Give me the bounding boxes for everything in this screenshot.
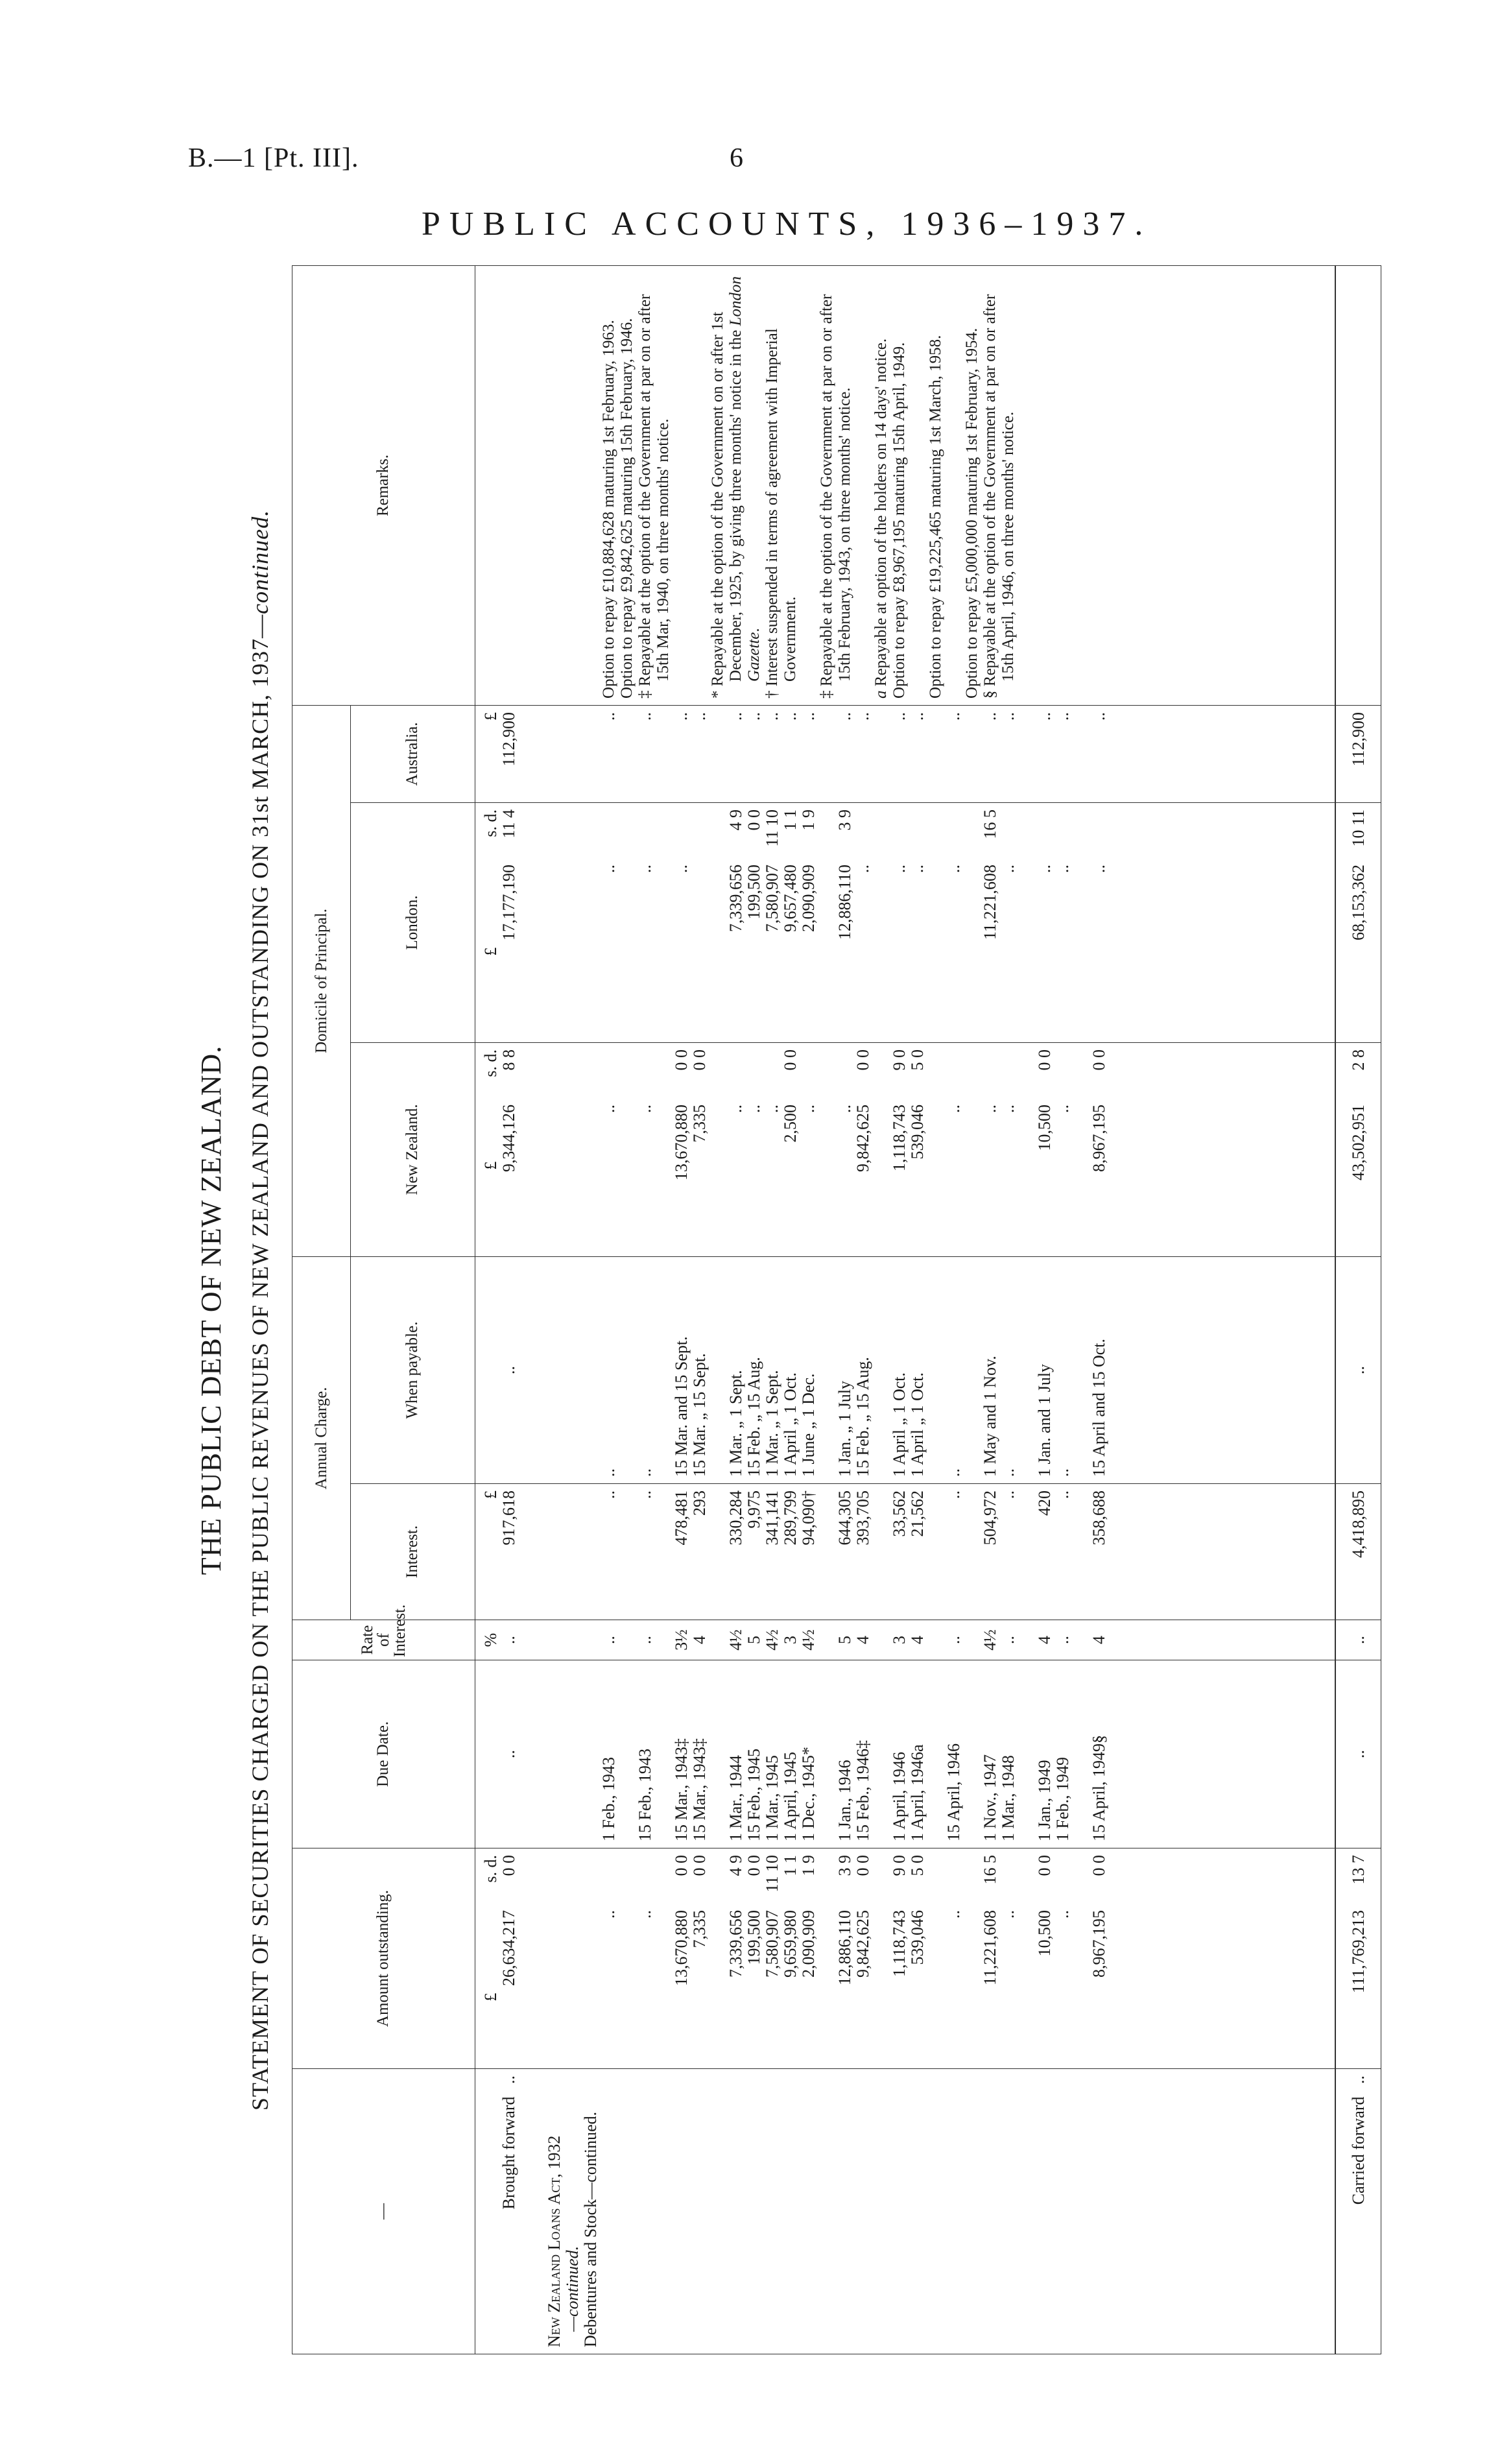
total-rate: .. [1335,1620,1381,1660]
australia-value: .. [944,712,963,721]
total-interest: 4,418,895 [1335,1484,1381,1620]
page-reference: B.—1 [Pt. III]. [188,143,359,173]
amount-value: 539,046 5 0 [907,1855,927,1965]
remark-option-1958: Option to repay £19,225,465 maturing 1st March, 1958. [926,335,944,699]
london-value: 12,886,110 3 9 [835,809,854,940]
when-value: 1 Jan. „ 1 July [835,1380,854,1477]
amount-value: 11,221,608 16 5 [980,1855,999,1986]
interest-value: .. [635,1490,654,1499]
when-value: 1 May and 1 Nov. [980,1356,999,1477]
nz-value: 2,500 0 0 [780,1049,800,1143]
when-value: .. [599,1468,618,1477]
due-value: 1 Nov., 1947 [980,1754,999,1841]
due-value: 15 April, 1946 [944,1743,963,1841]
rate-value: 4 [853,1636,872,1644]
statement-title-text: STATEMENT OF SECURITIES CHARGED ON THE PUBLIC REVENUES OF NEW ZEALAND AND OUTSTANDING ON 31st MARCH, 1937— [247,614,273,2111]
due-value: 15 Feb., 1945 [744,1749,763,1841]
when-value: 1 April „ 1 Oct. [907,1372,927,1477]
interest-value: 9,975 [744,1490,763,1529]
interest-value: 358,688 [1089,1490,1108,1546]
london-value: 9,657,480 1 1 [780,809,800,932]
amount-value: 2,090,909 1 9 [798,1855,818,1978]
amount-value: 10,500 0 0 [1034,1855,1054,1957]
nz-brought-forward: 9,344,126 8 8 [499,1049,518,1172]
when-value: .. [998,1468,1018,1477]
total-when: .. [1335,1257,1381,1484]
rate-value: .. [599,1636,618,1644]
remarks-col [475,265,1335,705]
remark-option-1949: Option to repay £8,967,195 maturing 15th April, 1949. [890,342,908,699]
due-value: 15 Mar., 1943‡ [671,1738,691,1841]
total-amount: 111,769,213 13 7 [1335,1848,1381,2069]
due-value: 1 Jan., 1949 [1034,1760,1054,1841]
amount-value: 7,339,656 4 9 [726,1855,745,1978]
london-col [475,803,1335,1043]
australia-col [475,705,1335,802]
due-value: 1 Feb., 1943 [599,1757,618,1841]
due-value: 1 Dec., 1945* [798,1747,818,1841]
total-remarks [1335,265,1381,705]
remark-holders-option: a Repayable at option of the holders on 14 days' notice. [872,338,890,699]
act-name: New Zealand Loans Act, 1932 [544,2135,564,2347]
amount-unit: £s. d. [481,1855,500,2002]
total-due: .. [1335,1660,1381,1848]
col-header-description: — [292,2069,475,2354]
nz-unit: £s. d. [481,1049,500,1170]
statement-title-continued: continued. [247,509,273,614]
australia-value: .. [798,712,818,721]
interest-value: .. [1053,1490,1072,1499]
london-unit: £s. d. [481,809,500,956]
due-brought-forward: .. [499,1750,518,1758]
australia-rows [600,712,1108,796]
nz-rows [600,1049,1108,1250]
col-header-rate: Rate of Interest. [292,1620,475,1660]
amount-value: 9,842,625 0 0 [853,1855,872,1978]
amount-value: .. [635,1910,654,1919]
nz-value: 539,046 5 0 [907,1049,927,1160]
due-value: 1 Feb., 1949 [1053,1757,1072,1841]
amount-rows [600,1855,1108,2062]
document-title: THE PUBLIC DEBT OF NEW ZEALAND. [195,1045,227,1575]
australia-value: .. [744,712,763,721]
london-value: 7,339,656 4 9 [726,809,745,932]
col-header-when-payable: When payable. [351,1257,475,1484]
london-value: .. [599,865,618,873]
when-value: 1 April „ 1 Oct. [780,1372,800,1477]
nz-value: .. [944,1105,963,1113]
london-value: .. [1053,865,1072,873]
col-header-new-zealand: New Zealand. [351,1043,475,1257]
carried-forward-label: Carried forward .. [1335,2069,1381,2354]
australia-value: .. [853,712,872,721]
when-value: .. [944,1468,963,1477]
rate-value: 4 [1034,1636,1054,1644]
london-value: .. [671,865,691,873]
interest-value: 341,141 [762,1490,781,1546]
rate-value: 5 [835,1636,854,1644]
interest-value: .. [599,1490,618,1499]
interest-value: 504,972 [980,1490,999,1546]
desc-col [475,2069,1335,2354]
remark-option-1946: Option to repay £9,842,625 maturing 15th February, 1946. [617,318,636,699]
col-header-due-date: Due Date. [292,1660,475,1848]
rate-value: 4 [907,1636,927,1644]
london-value: .. [635,865,654,873]
due-value: 1 Mar., 1945 [762,1755,781,1841]
col-header-annual-charge: Annual Charge. [292,1257,351,1620]
interest-value: 293 [689,1490,709,1516]
amount-value: 12,886,110 3 9 [835,1855,854,1986]
rate-value: .. [998,1636,1018,1644]
interest-value: 21,562 [907,1490,927,1537]
australia-value: .. [635,712,654,721]
remark-repayable-1943: ‡ Repayable at the option of the Government at par on or after 15th February, 1943, on three months' notice. [817,294,853,699]
australia-value: .. [980,712,999,721]
london-value: 11,221,608 16 5 [980,809,999,940]
interest-value: 644,305 [835,1490,854,1546]
interest-col [475,1484,1335,1620]
when-value: .. [1053,1468,1072,1477]
rate-value: 4½ [762,1629,781,1651]
nz-value: 8,967,195 0 0 [1089,1049,1108,1172]
london-value: .. [944,865,963,873]
australia-value: .. [599,712,618,721]
due-value: 15 Feb., 1946‡ [853,1740,872,1841]
london-rows [600,809,1108,1036]
amount-value: 7,335 0 0 [689,1855,709,1948]
total-australia: 112,900 [1335,705,1381,802]
interest-value: 289,799 [780,1490,800,1546]
debentures-label: Debentures and Stock—continued. [580,2111,600,2347]
col-header-london: London. [351,803,475,1043]
nz-value: 7,335 0 0 [689,1049,709,1143]
rate-value: 4½ [726,1629,745,1651]
remark-option-1954: Option to repay £5,000,000 maturing 1st February, 1954. [962,328,981,699]
interest-value: 94,090† [798,1490,818,1546]
col-header-amount: Amount outstanding. [292,1848,475,2069]
rate-col [475,1620,1335,1660]
australia-brought-forward: 112,900 [499,712,518,767]
page-title: PUBLIC ACCOUNTS, 1936–1937. [422,206,1152,243]
interest-brought-forward: 917,618 [499,1490,518,1546]
london-value: .. [1034,865,1054,873]
interest-value: 478,481 [671,1490,691,1546]
page-number: 6 [730,143,744,173]
london-value: 2,090,909 1 9 [798,809,818,932]
when-value: 15 Feb. „ 15 Aug. [744,1357,763,1477]
when-brought-forward: .. [499,1366,518,1374]
remark-repayable-1940: ‡ Repayable at the option of the Government at par on or after 15th Mar, 1940, on three months' notice. [636,294,672,699]
amount-value: 8,967,195 0 0 [1089,1855,1108,1978]
amount-value: .. [944,1910,963,1919]
rate-value: .. [1053,1636,1072,1644]
when-value: .. [635,1468,654,1477]
australia-value: .. [889,712,909,721]
nz-col [475,1043,1335,1257]
nz-value: .. [726,1105,745,1113]
london-value: .. [853,865,872,873]
when-value: 1 Mar. „ 1 Sept. [762,1370,781,1477]
total-nz: 43,502,951 2 8 [1335,1043,1381,1257]
rate-value: 3 [780,1636,800,1644]
london-brought-forward: 17,177,190 11 4 [499,809,518,940]
nz-value: .. [762,1105,781,1113]
when-value: 1 June „ 1 Dec. [798,1373,818,1477]
act-continued: —continued. [562,2245,582,2332]
amount-value: 199,500 0 0 [744,1855,763,1965]
australia-value: .. [1089,712,1108,721]
amount-col [475,1848,1335,2069]
col-header-interest: Interest. [351,1484,475,1620]
rate-unit: % [481,1633,500,1647]
interest-value: 420 [1034,1490,1054,1516]
rate-value: 4½ [980,1629,999,1651]
nz-value: .. [998,1105,1018,1113]
australia-value: .. [689,712,709,721]
london-value: 199,500 0 0 [744,809,763,920]
london-value: 7,580,907 11 10 [762,809,781,932]
due-value: 15 Mar., 1943‡ [689,1738,709,1841]
london-value: .. [1089,865,1108,873]
when-payable-col [475,1257,1335,1484]
when-value: 15 Feb. „ 15 Aug. [853,1357,872,1477]
securities-table [292,265,1381,2354]
australia-unit: £ [481,712,500,721]
when-value: 15 April and 15 Oct. [1089,1338,1108,1477]
australia-value: .. [726,712,745,721]
due-value: 15 Feb., 1943 [635,1749,654,1841]
australia-value: .. [671,712,691,721]
australia-value: .. [1053,712,1072,721]
amount-value: 7,580,907 11 10 [762,1855,781,1978]
statement-title [246,266,274,2354]
amount-value: .. [998,1910,1018,1919]
rate-value: 4½ [798,1629,818,1651]
col-header-remarks: Remarks. [292,265,475,705]
amount-brought-forward: 26,634,217 0 0 [499,1855,518,1986]
col-header-australia: Australia. [351,705,475,802]
due-value: 15 April, 1949§ [1089,1735,1108,1841]
nz-value: .. [744,1105,763,1113]
rate-value: 4 [689,1636,709,1644]
due-value: 1 Mar., 1944 [726,1755,745,1841]
when-value: 1 Jan. and 1 July [1034,1363,1054,1477]
amount-value: .. [1053,1910,1072,1919]
nz-value: 13,670,880 0 0 [671,1049,691,1180]
remark-option-1963: Option to repay £10,884,628 maturing 1st February, 1963. [599,320,617,699]
rate-value: 3 [889,1636,909,1644]
remark-interest-suspended: † Interest suspended in terms of agreement with Imperial Government. [763,328,799,699]
nz-value: .. [599,1105,618,1113]
interest-unit: £ [481,1490,500,1499]
nz-value: .. [835,1105,854,1113]
rate-brought-forward: .. [499,1636,518,1644]
due-value: 1 April, 1946 [889,1752,909,1841]
col-header-domicile: Domicile of Principal. [292,705,351,1256]
australia-value: .. [835,712,854,721]
rate-value: .. [944,1636,963,1644]
rate-value: .. [635,1636,654,1644]
interest-value: 330,284 [726,1490,745,1546]
london-value: .. [889,865,909,873]
london-value: .. [907,865,927,873]
rate-value: 4 [1089,1636,1108,1644]
amount-value: 13,670,880 0 0 [671,1855,691,1986]
nz-value: 10,500 0 0 [1034,1049,1054,1151]
interest-value: .. [944,1490,963,1499]
australia-value: .. [762,712,781,721]
rate-value: 5 [744,1636,763,1644]
nz-value: .. [1053,1105,1072,1113]
due-date-col [475,1660,1335,1848]
nz-value: 1,118,743 9 0 [889,1049,909,1172]
total-london: 68,153,362 10 11 [1335,803,1381,1043]
australia-value: .. [907,712,927,721]
amount-value: 9,659,980 1 1 [780,1855,800,1978]
carried-forward-row [1335,265,1381,2354]
interest-value: .. [998,1490,1018,1499]
when-value: 1 April „ 1 Oct. [889,1372,909,1477]
nz-value: .. [798,1105,818,1113]
due-rows [600,1667,1108,1841]
rotated-table-page [195,266,1385,2354]
rate-rows [600,1623,1108,1657]
when-value: 15 Mar. and 15 Sept. [671,1336,691,1477]
nz-value: .. [980,1105,999,1113]
amount-value: .. [599,1910,618,1919]
due-value: 1 Jan., 1946 [835,1760,854,1841]
london-value [691,809,709,1036]
interest-value: 33,562 [889,1490,909,1537]
london-value: .. [998,865,1018,873]
nz-value: .. [635,1105,654,1113]
remark-repayable-1925: * Repayable at the option of the Government on or after 1st December, 1925, by giving three months' notice in the London Gazette. [708,276,763,699]
rate-value: 3½ [671,1629,691,1651]
australia-value: .. [780,712,800,721]
nz-value: 9,842,625 0 0 [853,1049,872,1172]
australia-value: .. [1034,712,1054,721]
australia-value: .. [998,712,1018,721]
when-value: 15 Mar. „ 15 Sept. [689,1353,709,1477]
due-value: 1 April, 1945 [780,1752,800,1841]
interest-rows [600,1490,1108,1613]
brought-forward-label: Brought forward .. [499,2075,518,2210]
when-rows [600,1263,1108,1477]
due-value: 1 April, 1946a [907,1744,927,1841]
when-value: 1 Mar. „ 1 Sept. [726,1370,745,1477]
remark-repayable-1946: § Repayable at the option of the Government at par on or after 15th April, 1946, on three months' notice. [981,294,1017,699]
amount-value: 1,118,743 9 0 [889,1855,909,1978]
interest-value: 393,705 [853,1490,872,1546]
due-value: 1 Mar., 1948 [998,1755,1018,1841]
